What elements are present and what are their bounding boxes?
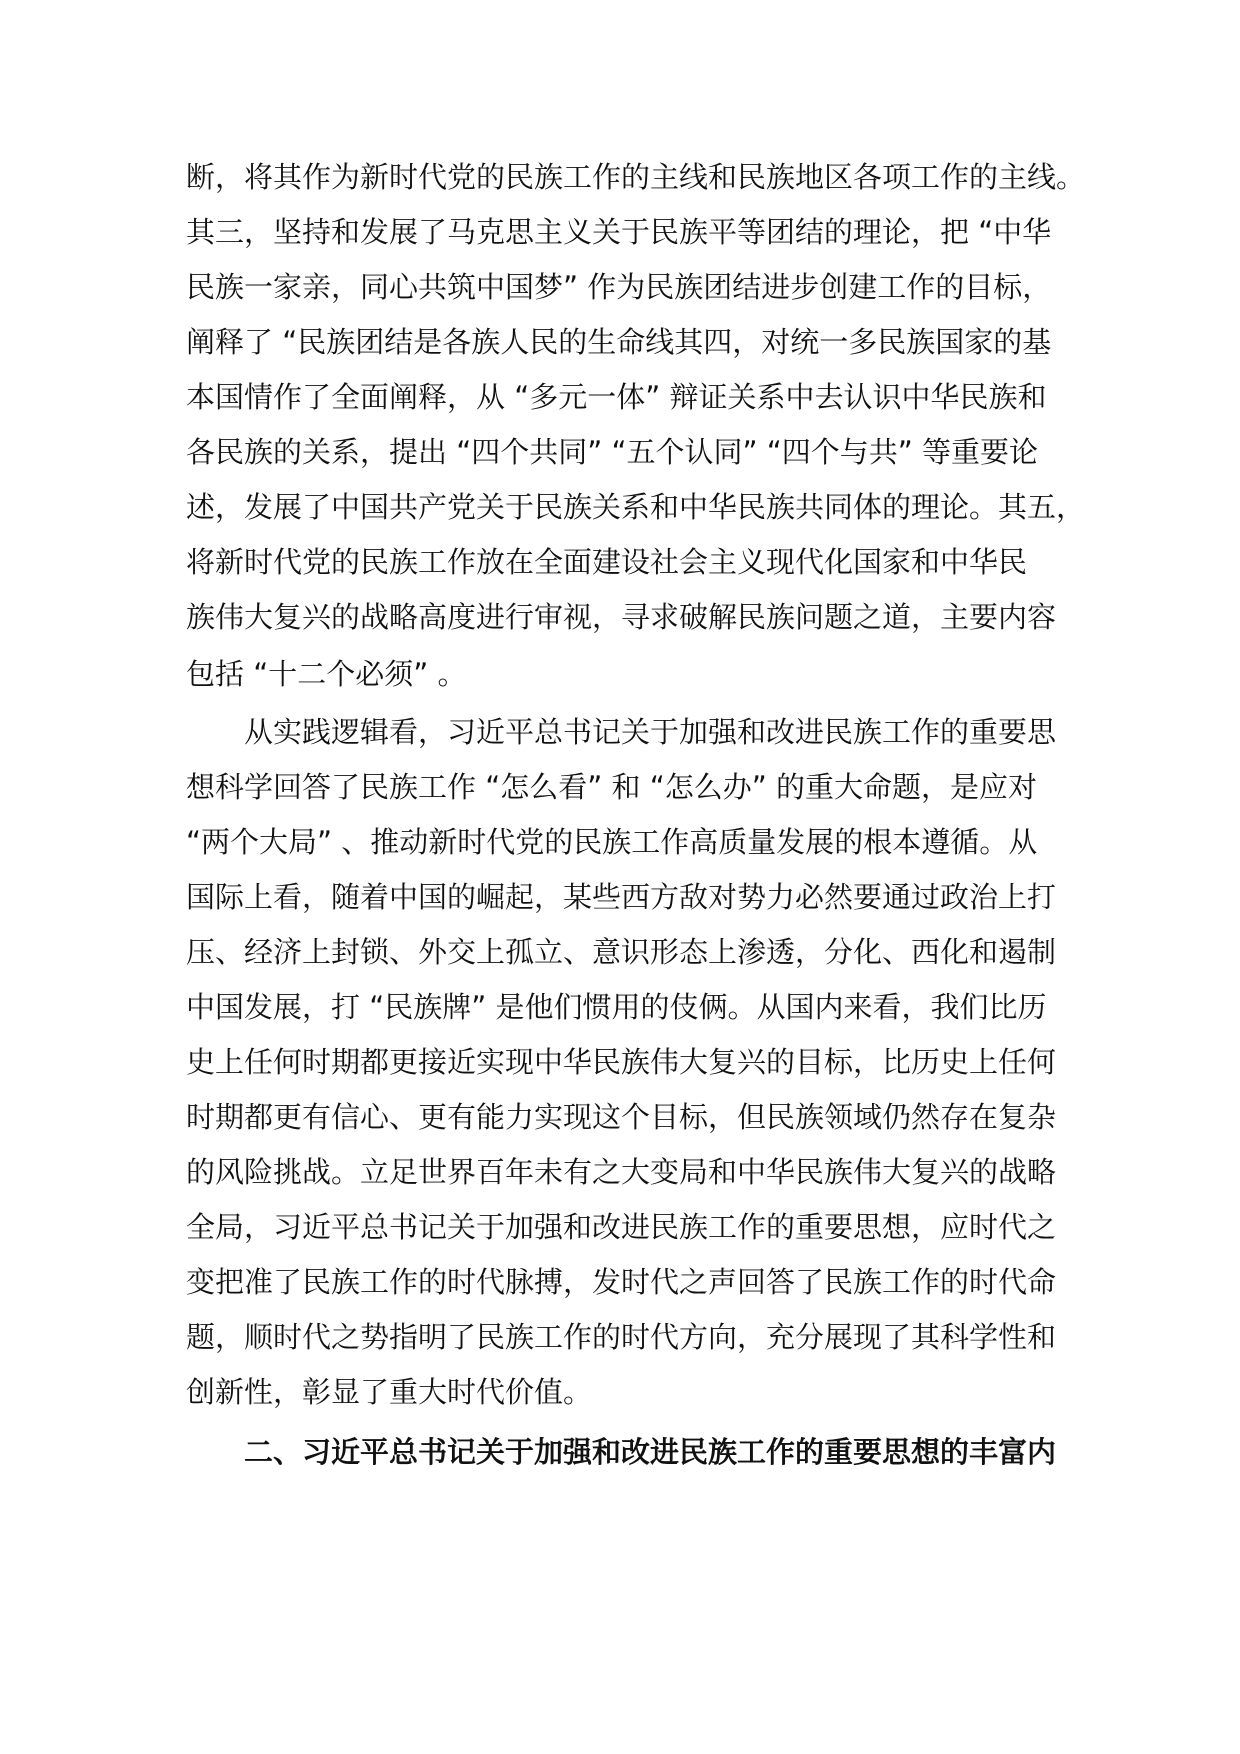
text-line: 包括 “十二个必须” 。 bbox=[186, 657, 467, 691]
text-line: 族伟大复兴的战略高度进行审视，寻求破解民族问题之道，主要内容 bbox=[186, 600, 1057, 634]
text-line: 民族一家亲，同心共筑中国梦” 作为民族团结进步创建工作的目标， bbox=[186, 270, 1052, 304]
text-line: 阐释了 “民族团结是各族人民的生命线其四，对统一多民族国家的基 bbox=[186, 325, 1052, 359]
text-line: 各民族的关系，提出 “四个共同” “五个认同” “四个与共” 等重要论 bbox=[186, 435, 1039, 469]
text-line: 述，发展了中国共产党关于民族关系和中华民族共同体的理论。其五， bbox=[186, 490, 1086, 524]
text-line: 题，顺时代之势指明了民族工作的时代方向，充分展现了其科学性和 bbox=[186, 1320, 1057, 1354]
text-line: 其三，坚持和发展了马克思主义关于民族平等团结的理论，把 “中华 bbox=[186, 215, 1052, 249]
text-line: 全局，习近平总书记关于加强和改进民族工作的重要思想，应时代之 bbox=[186, 1210, 1057, 1244]
section-heading: 二、习近平总书记关于加强和改进民族工作的重要思想的丰富内 bbox=[244, 1435, 1057, 1469]
text-line: 断，将其作为新时代党的民族工作的主线和民族地区各项工作的主线。 bbox=[186, 160, 1086, 194]
text-line: “两个大局” 、推动新时代党的民族工作高质量发展的根本遵循。从 bbox=[186, 825, 1038, 859]
text-line: 将新时代党的民族工作放在全面建设社会主义现代化国家和中华民 bbox=[186, 545, 1028, 579]
text-line: 本国情作了全面阐释，从 “多元一体” 辩证关系中去认识中华民族和 bbox=[186, 380, 1047, 414]
text-line: 变把准了民族工作的时代脉搏，发时代之声回答了民族工作的时代命 bbox=[186, 1265, 1057, 1299]
text-line: 时期都更有信心、更有能力实现这个目标，但民族领域仍然存在复杂 bbox=[186, 1100, 1057, 1134]
text-line: 的风险挑战。立足世界百年未有之大变局和中华民族伟大复兴的战略 bbox=[186, 1155, 1057, 1189]
text-line: 压、经济上封锁、外交上孤立、意识形态上渗透，分化、西化和遏制 bbox=[186, 935, 1057, 969]
text-line: 创新性，彰显了重大时代价值。 bbox=[186, 1375, 593, 1409]
text-line: 从实践逻辑看，习近平总书记关于加强和改进民族工作的重要思 bbox=[244, 715, 1057, 749]
text-line: 想科学回答了民族工作 “怎么看” 和 “怎么办” 的重大命题，是应对 bbox=[186, 770, 1037, 804]
text-line: 国际上看，随着中国的崛起，某些西方敌对势力必然要通过政治上打 bbox=[186, 880, 1057, 914]
text-line: 史上任何时期都更接近实现中华民族伟大复兴的目标，比历史上任何 bbox=[186, 1045, 1057, 1079]
text-line: 中国发展，打 “民族牌” 是他们惯用的伎俩。从国内来看，我们比历 bbox=[186, 990, 1047, 1024]
